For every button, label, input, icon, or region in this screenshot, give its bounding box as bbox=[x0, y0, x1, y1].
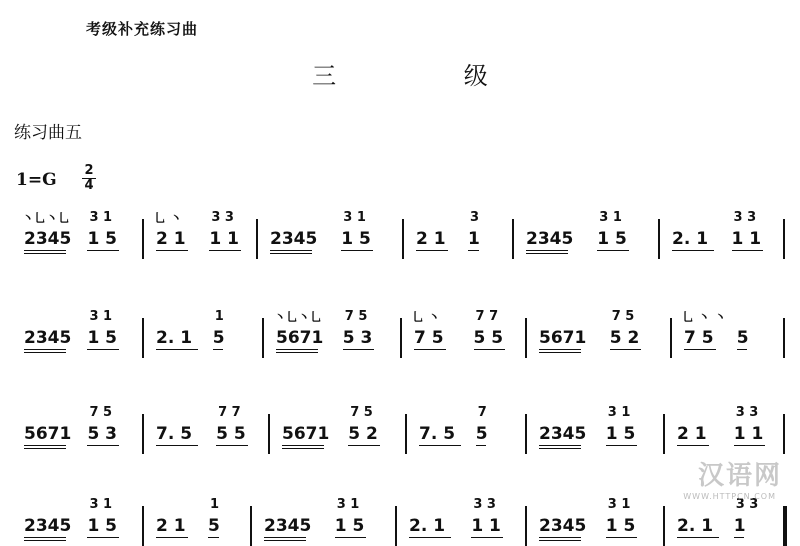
note-group-secondary: 1 5 bbox=[87, 328, 118, 348]
duration-underline bbox=[684, 349, 716, 350]
note-group-primary: 2345 bbox=[539, 516, 587, 536]
duration-underline bbox=[468, 250, 479, 251]
note-group-primary: 2. 1 bbox=[677, 516, 714, 536]
note-group-primary: 2345 bbox=[24, 328, 72, 348]
upper-voice-notes: 3 3 bbox=[211, 210, 234, 225]
note-group-secondary: 1 bbox=[733, 516, 746, 536]
note-group-secondary: 5 bbox=[736, 328, 749, 348]
duration-underline bbox=[416, 250, 448, 251]
barline bbox=[395, 506, 397, 546]
duration-underline-double bbox=[24, 352, 66, 353]
note-group-primary: 2 1 bbox=[156, 229, 186, 249]
note-group-secondary: 1 5 bbox=[87, 229, 118, 249]
duration-underline-double bbox=[264, 540, 306, 541]
note-group-secondary: 1 5 bbox=[87, 516, 118, 536]
upper-voice-notes: 1 bbox=[210, 497, 220, 512]
upper-voice-notes: 3 1 bbox=[89, 497, 113, 512]
fingering-marks: 乚 丶 bbox=[412, 310, 441, 324]
upper-voice-notes: 3 1 bbox=[343, 210, 366, 225]
barline bbox=[658, 219, 660, 259]
note-group-primary: 2 1 bbox=[416, 229, 446, 249]
barline bbox=[525, 414, 527, 454]
duration-underline bbox=[208, 537, 219, 538]
duration-underline-double bbox=[539, 540, 581, 541]
note-group-secondary: 5 bbox=[208, 516, 220, 536]
note-group-secondary: 1 5 bbox=[341, 229, 371, 249]
upper-voice-notes: 7 5 bbox=[611, 309, 635, 324]
upper-voice-notes: 3 3 bbox=[473, 497, 496, 512]
upper-voice-notes: 3 3 bbox=[735, 497, 759, 512]
duration-underline-double bbox=[276, 352, 318, 353]
note-group-primary: 2. 1 bbox=[672, 229, 709, 249]
barline bbox=[142, 318, 144, 358]
upper-voice-notes: 3 1 bbox=[607, 405, 631, 420]
barline bbox=[663, 506, 665, 546]
duration-underline bbox=[526, 250, 568, 251]
duration-underline bbox=[734, 445, 766, 446]
page-title: 三 级 bbox=[312, 62, 548, 90]
duration-underline bbox=[474, 349, 506, 350]
duration-underline-double bbox=[526, 253, 568, 254]
barline bbox=[142, 506, 144, 546]
duration-underline bbox=[276, 349, 318, 350]
duration-underline bbox=[343, 349, 375, 350]
note-group-secondary: 5 bbox=[475, 424, 488, 444]
upper-voice-notes: 7 7 bbox=[475, 309, 499, 324]
time-numerator: 2 bbox=[84, 163, 94, 178]
duration-underline-double bbox=[270, 253, 312, 254]
duration-underline bbox=[216, 445, 248, 446]
duration-underline bbox=[341, 250, 373, 251]
duration-underline bbox=[476, 445, 487, 446]
note-group-primary: 2345 bbox=[270, 229, 318, 249]
upper-voice-notes: 7 5 bbox=[344, 309, 368, 324]
note-group-secondary: 5 5 bbox=[216, 424, 246, 444]
fingering-marks: 丶乚丶乚 bbox=[274, 310, 323, 324]
note-group-primary: 2 1 bbox=[156, 516, 186, 536]
upper-voice-notes: 7 5 bbox=[350, 405, 373, 420]
note-group-primary: 2345 bbox=[539, 424, 587, 444]
duration-underline bbox=[24, 537, 66, 538]
duration-underline bbox=[282, 445, 324, 446]
duration-underline bbox=[677, 537, 719, 538]
duration-underline bbox=[24, 445, 66, 446]
barline bbox=[250, 506, 252, 546]
barline bbox=[525, 318, 527, 358]
duration-underline bbox=[597, 250, 629, 251]
note-group-primary: 2345 bbox=[264, 516, 312, 536]
note-group-primary: 2345 bbox=[526, 229, 574, 249]
key-signature: 1=G bbox=[16, 170, 57, 190]
note-group-secondary: 5 bbox=[212, 328, 225, 348]
note-group-secondary: 1 5 bbox=[597, 229, 627, 249]
duration-underline-double bbox=[24, 253, 66, 254]
barline bbox=[663, 414, 665, 454]
duration-underline bbox=[539, 349, 581, 350]
barline bbox=[783, 414, 785, 454]
barline bbox=[402, 219, 404, 259]
duration-underline bbox=[156, 445, 198, 446]
duration-underline bbox=[737, 349, 748, 350]
duration-underline bbox=[419, 445, 461, 446]
note-group-primary: 2345 bbox=[24, 516, 72, 536]
duration-underline bbox=[539, 537, 581, 538]
note-group-secondary: 1 bbox=[468, 229, 480, 249]
note-group-secondary: 1 1 bbox=[209, 229, 239, 249]
final-barline bbox=[783, 506, 787, 546]
note-group-secondary: 1 1 bbox=[471, 516, 501, 536]
note-group-secondary: 1 5 bbox=[334, 516, 365, 536]
duration-underline bbox=[24, 349, 66, 350]
barline bbox=[512, 219, 514, 259]
note-group-primary: 5671 bbox=[24, 424, 72, 444]
duration-underline bbox=[677, 445, 709, 446]
duration-underline bbox=[610, 349, 642, 350]
time-denominator: 4 bbox=[84, 178, 94, 193]
barline bbox=[400, 318, 402, 358]
upper-voice-notes: 3 1 bbox=[607, 497, 631, 512]
duration-underline bbox=[409, 537, 451, 538]
watermark-logo: 汉语网 bbox=[697, 461, 782, 491]
fingering-marks: 乚 丶 bbox=[154, 211, 183, 225]
duration-underline bbox=[539, 445, 581, 446]
note-group-primary: 7. 5 bbox=[419, 424, 456, 444]
duration-underline bbox=[606, 445, 638, 446]
duration-underline bbox=[348, 445, 380, 446]
duration-underline-double bbox=[24, 540, 66, 541]
duration-underline bbox=[156, 349, 198, 350]
duration-underline bbox=[335, 537, 367, 538]
barline bbox=[142, 219, 144, 259]
duration-underline bbox=[209, 250, 241, 251]
duration-underline-double bbox=[539, 352, 581, 353]
duration-underline bbox=[471, 537, 503, 538]
duration-underline bbox=[87, 250, 119, 251]
exercise-title: 练习曲五 bbox=[14, 123, 82, 143]
note-group-secondary: 1 5 bbox=[605, 424, 636, 444]
duration-underline bbox=[87, 445, 119, 446]
note-group-secondary: 5 3 bbox=[87, 424, 118, 444]
duration-underline bbox=[672, 250, 714, 251]
duration-underline-double bbox=[282, 448, 324, 449]
duration-underline bbox=[734, 537, 745, 538]
duration-underline-double bbox=[539, 448, 581, 449]
barline bbox=[783, 219, 785, 259]
duration-underline bbox=[270, 250, 312, 251]
fingering-marks: 丶乚丶乚 bbox=[22, 211, 71, 225]
duration-underline bbox=[414, 349, 446, 350]
note-group-secondary: 5 5 bbox=[473, 328, 504, 348]
fingering-marks: 乚 丶 丶 bbox=[682, 310, 727, 324]
note-group-secondary: 1 1 bbox=[733, 424, 764, 444]
duration-underline bbox=[87, 349, 119, 350]
duration-underline bbox=[732, 250, 764, 251]
upper-voice-notes: 7 7 bbox=[218, 405, 241, 420]
upper-voice-notes: 3 3 bbox=[735, 405, 759, 420]
note-group-primary: 2. 1 bbox=[156, 328, 193, 348]
note-group-primary: 2345 bbox=[24, 229, 72, 249]
barline bbox=[525, 506, 527, 546]
upper-voice-notes: 3 1 bbox=[336, 497, 360, 512]
note-group-primary: 2 1 bbox=[677, 424, 707, 444]
duration-underline bbox=[156, 537, 188, 538]
upper-voice-notes: 3 1 bbox=[89, 309, 113, 324]
upper-voice-notes: 7 5 bbox=[89, 405, 113, 420]
note-group-secondary: 5 3 bbox=[342, 328, 373, 348]
note-group-primary: 5671 bbox=[539, 328, 587, 348]
barline bbox=[783, 318, 785, 358]
upper-voice-notes: 7 bbox=[477, 405, 487, 420]
upper-voice-notes: 3 1 bbox=[599, 210, 622, 225]
note-group-secondary: 1 1 bbox=[731, 229, 762, 249]
note-group-primary: 7 5 bbox=[414, 328, 444, 348]
note-group-primary: 2. 1 bbox=[409, 516, 446, 536]
upper-voice-notes: 3 bbox=[470, 210, 480, 225]
duration-underline bbox=[24, 250, 66, 251]
duration-underline bbox=[156, 250, 188, 251]
duration-underline bbox=[606, 537, 638, 538]
upper-voice-notes: 3 1 bbox=[89, 210, 113, 225]
barline bbox=[268, 414, 270, 454]
upper-voice-notes: 1 bbox=[214, 309, 224, 324]
duration-underline bbox=[264, 537, 306, 538]
barline bbox=[256, 219, 258, 259]
barline bbox=[262, 318, 264, 358]
note-group-secondary: 5 2 bbox=[609, 328, 640, 348]
upper-voice-notes: 3 3 bbox=[733, 210, 757, 225]
duration-underline-double bbox=[24, 448, 66, 449]
watermark-url: WWW.HTTPCN.COM bbox=[683, 492, 776, 501]
barline bbox=[670, 318, 672, 358]
score-header: 考级补充练习曲 bbox=[86, 20, 199, 38]
note-group-primary: 5671 bbox=[282, 424, 330, 444]
barline bbox=[405, 414, 407, 454]
note-group-primary: 5671 bbox=[276, 328, 324, 348]
barline bbox=[142, 414, 144, 454]
note-group-primary: 7 5 bbox=[684, 328, 714, 348]
duration-underline bbox=[87, 537, 119, 538]
time-signature bbox=[82, 165, 96, 192]
note-group-primary: 7. 5 bbox=[156, 424, 193, 444]
note-group-secondary: 5 2 bbox=[348, 424, 378, 444]
note-group-secondary: 1 5 bbox=[605, 516, 636, 536]
duration-underline bbox=[213, 349, 224, 350]
